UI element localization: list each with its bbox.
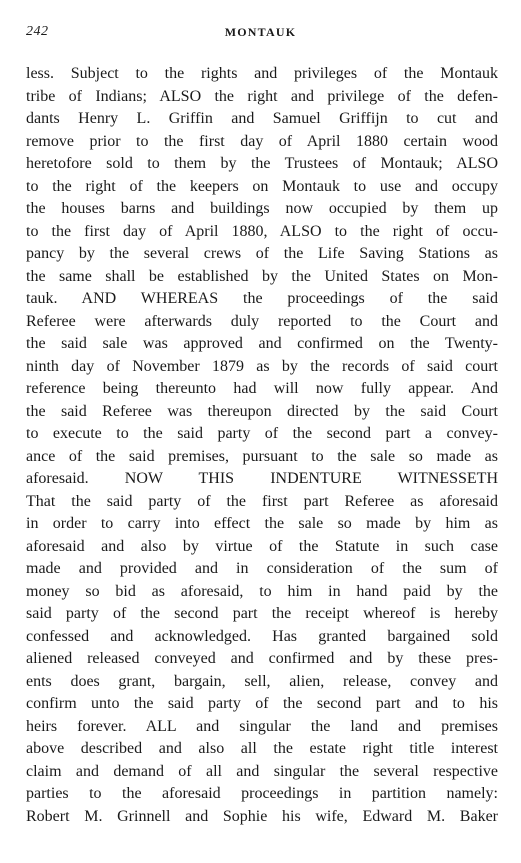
- text-line: ance of the said premises, pursuant to the sale so made as: [26, 447, 498, 465]
- text-line: tribe of Indians; ALSO the right and privilege of the defen-: [26, 87, 498, 105]
- text-line: said party of the second part the receipt whereof is hereby: [26, 605, 498, 622]
- running-head: [26, 24, 495, 42]
- text-line: to execute to the said party of the second part a convey-: [26, 425, 498, 442]
- text-line: remove prior to the first day of April 1880 certain wood: [26, 132, 498, 150]
- text-line: reference being thereunto had will now fully appear. And: [26, 380, 498, 397]
- text-line: made and provided and in consideration of the sum of: [26, 560, 498, 577]
- text-line: heirs forever. ALL and singular the land and premises: [26, 717, 498, 735]
- text-line: aforesaid and also by virtue of the Statute in such case: [26, 537, 498, 555]
- text-line: heretofore sold to them by the Trustees of Montauk; ALSO: [26, 155, 498, 172]
- text-line: confirm unto the said party of the second part and to his: [26, 695, 498, 712]
- text-line: the houses barns and buildings now occupied by them up: [26, 200, 498, 217]
- text-line: less. Subject to the rights and privileges of the Montauk: [26, 65, 498, 82]
- text-line: Referee were afterwards duly reported to the Court and: [26, 312, 498, 330]
- text-line: pancy by the several crews of the Life Saving Stations as: [26, 245, 498, 262]
- page-number: 242: [26, 24, 49, 39]
- text-line: money so bid as aforesaid, to him in hand paid by the: [26, 582, 498, 600]
- text-line: claim and demand of all and singular the several respective: [26, 762, 498, 780]
- text-line: That the said party of the first part Referee as aforesaid: [26, 492, 498, 510]
- text-line: Robert M. Grinnell and Sophie his wife, Edward M. Baker: [26, 807, 498, 825]
- text-line: dants Henry L. Griffin and Samuel Griffijn to cut and: [26, 110, 498, 127]
- running-title: MONTAUK: [224, 25, 297, 39]
- text-line: the said Referee was thereupon directed by the said Court: [26, 402, 498, 420]
- text-line: ninth day of November 1879 as by the records of said court: [26, 357, 498, 375]
- body-text: [26, 63, 498, 828]
- text-line: to the right of the keepers on Montauk to use and occupy: [26, 177, 498, 195]
- text-line: tauk. AND WHEREAS the proceedings of the said: [26, 290, 498, 307]
- text-line: ents does grant, bargain, sell, alien, release, convey and: [26, 672, 498, 690]
- text-line: to the first day of April 1880, ALSO to the right of occu-: [26, 222, 498, 240]
- text-line: aforesaid. NOW THIS INDENTURE WITNESSETH: [26, 470, 498, 487]
- text-line: the same shall be established by the United States on Mon-: [26, 267, 498, 285]
- text-line: the said sale was approved and confirmed on the Twenty-: [26, 335, 498, 352]
- text-line: aliened released conveyed and confirmed and by these pres-: [26, 650, 498, 667]
- text-line: parties to the aforesaid proceedings in partition namely:: [26, 785, 498, 802]
- text-line: confessed and acknowledged. Has granted bargained sold: [26, 627, 498, 645]
- text-line: in order to carry into effect the sale so made by him as: [26, 515, 498, 532]
- text-line: above described and also all the estate right title interest: [26, 740, 498, 757]
